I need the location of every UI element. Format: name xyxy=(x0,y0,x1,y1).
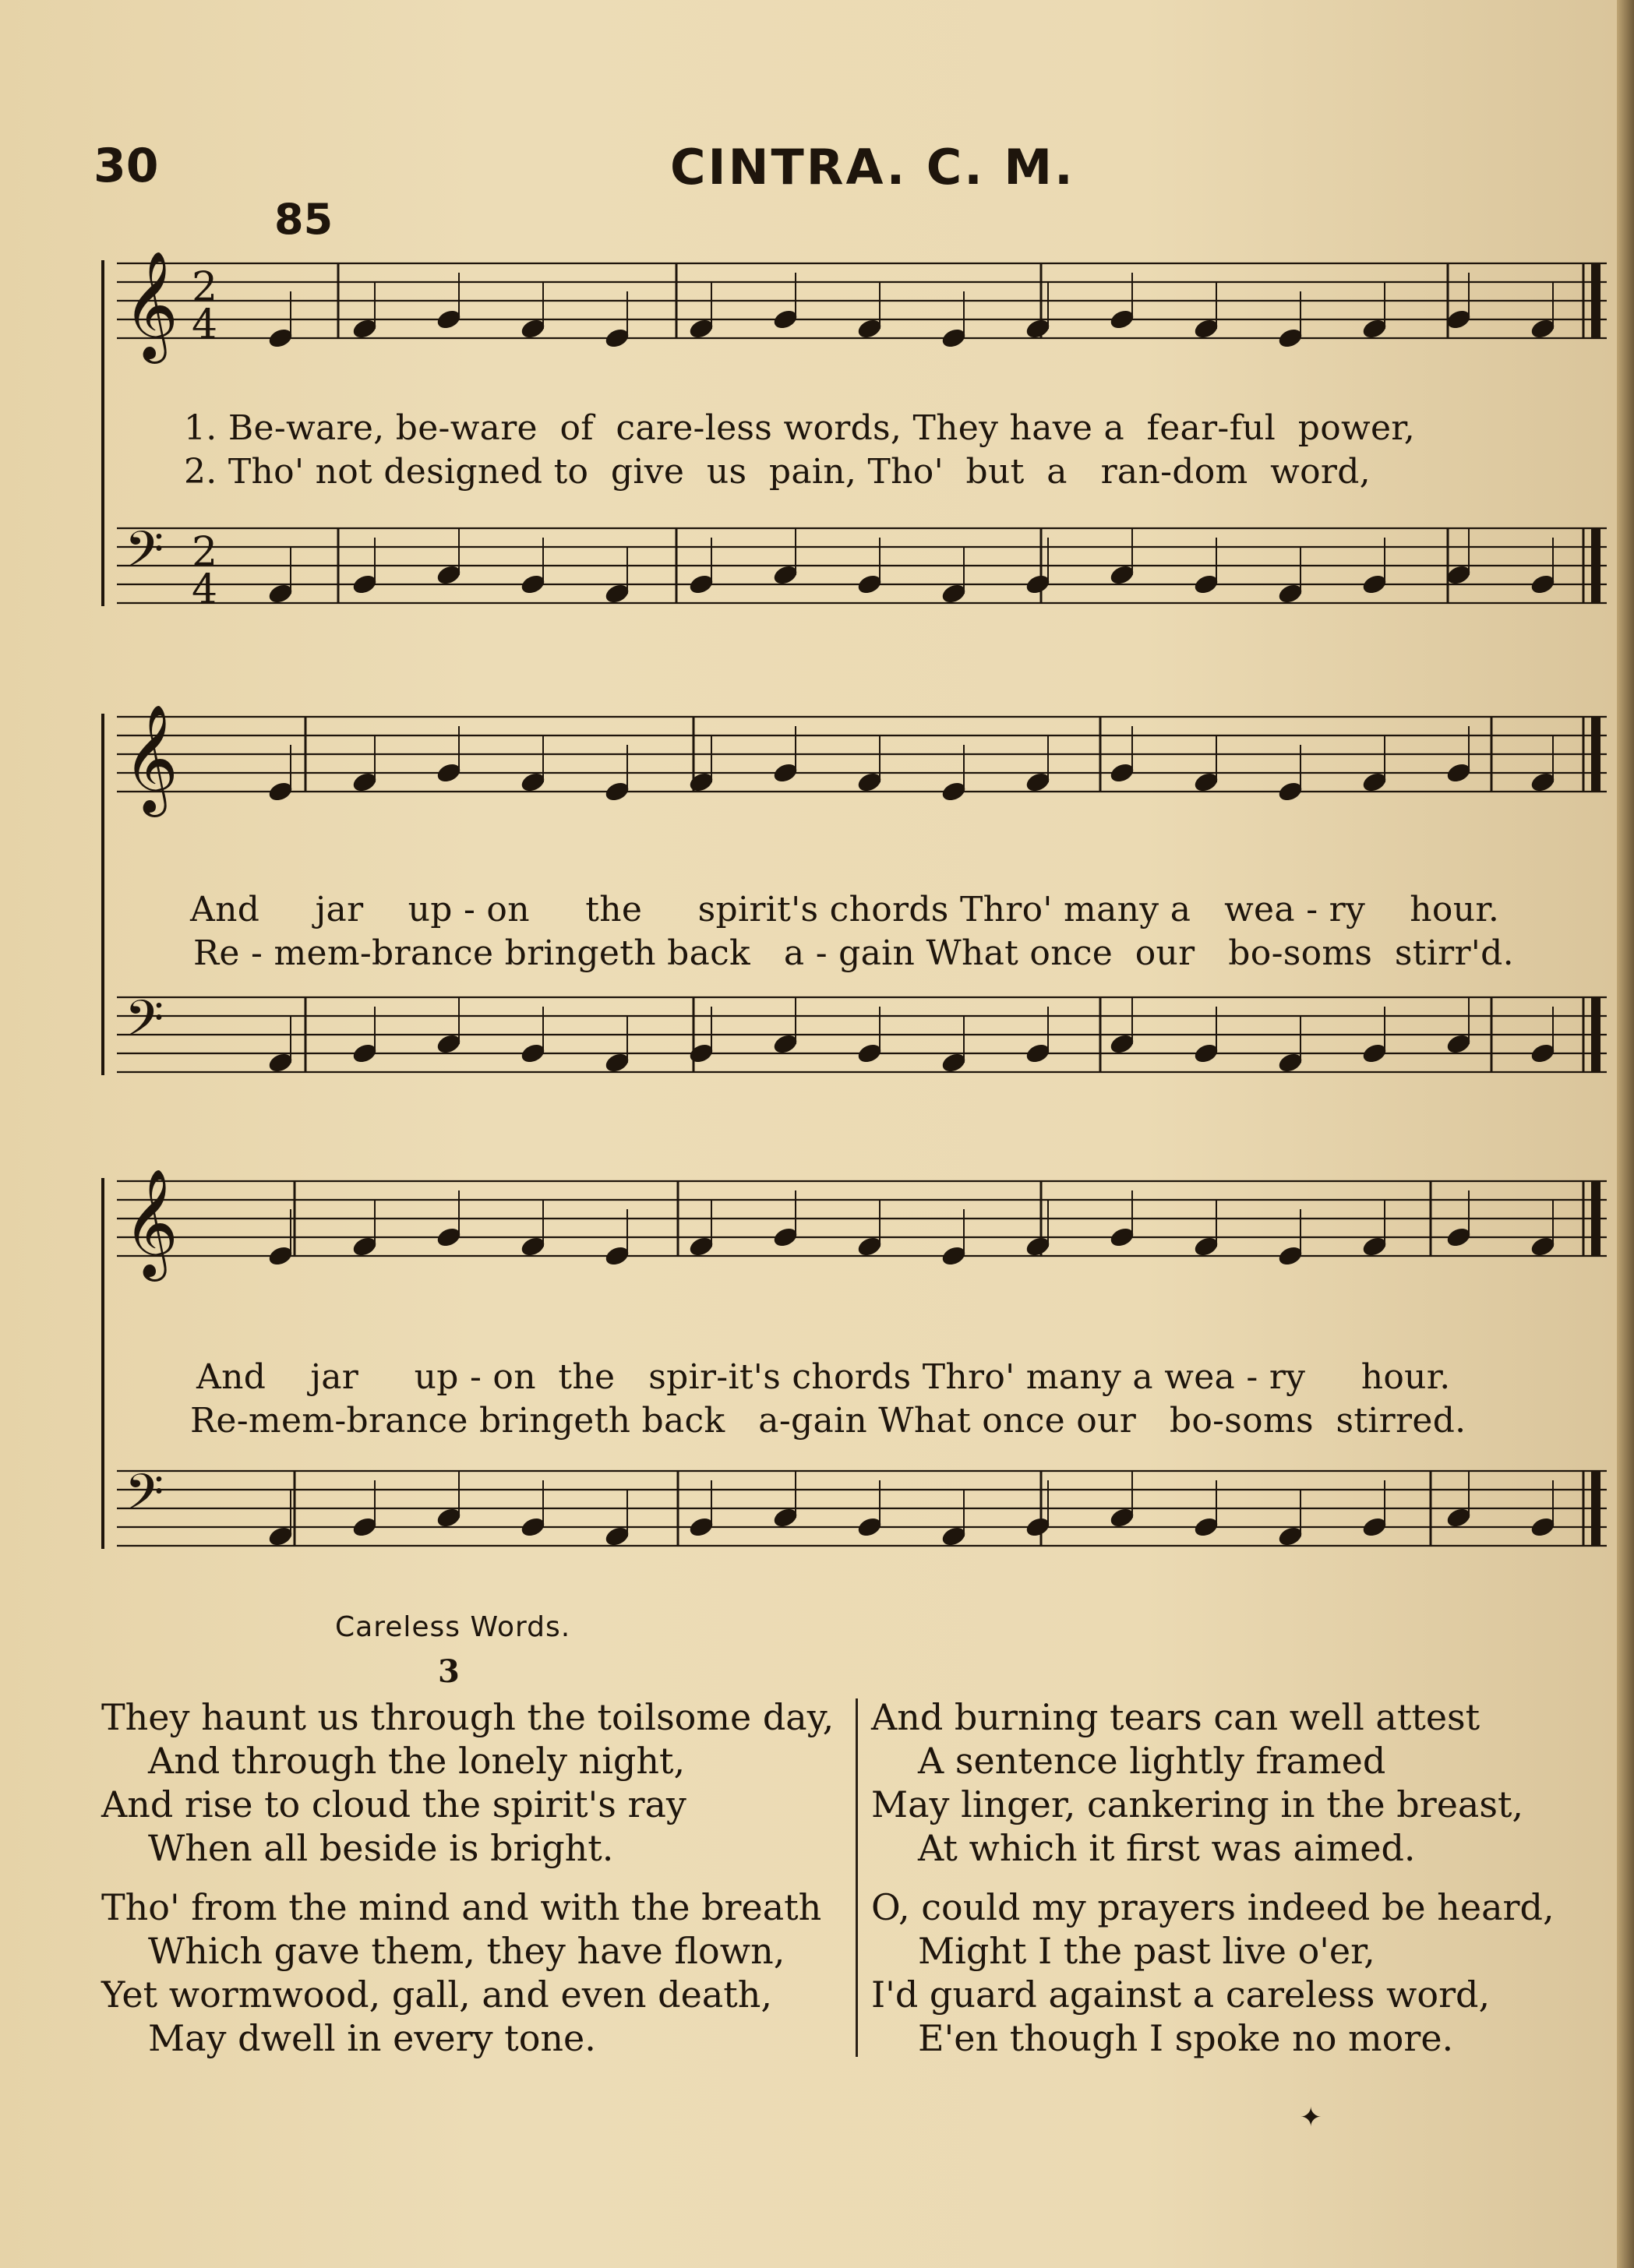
treble-clef: 𝄞 xyxy=(123,1169,178,1277)
final-barline-thick xyxy=(1591,1181,1600,1256)
verse-line: Tho' from the mind and with the breath xyxy=(101,1886,822,1928)
verse-line: May dwell in every tone. xyxy=(148,2017,596,2059)
page-number: 30 xyxy=(94,139,159,193)
lyric-line-system1-verse1: 1. Be-ware, be-ware of care-less words, They have a fear-ful power, xyxy=(184,408,1416,448)
hymn-number: 85 xyxy=(274,195,334,244)
stanza-gap xyxy=(871,1870,1555,1885)
verse-line: O, could my prayers indeed be heard, xyxy=(871,1886,1555,1928)
verse-line: And through the lonely night, xyxy=(148,1740,686,1782)
final-barline-thick xyxy=(1591,528,1600,603)
verse-line: They haunt us through the toilsome day, xyxy=(101,1696,835,1738)
verse-line: Might I the past live o'er, xyxy=(918,1930,1375,1972)
treble-clef: 𝄞 xyxy=(123,251,178,359)
time-signature-top: 2 xyxy=(192,264,218,311)
final-barline-thick xyxy=(1591,717,1600,792)
verse-line: Yet wormwood, gall, and even death, xyxy=(101,1973,772,2016)
verse-line: Which gave them, they have flown, xyxy=(148,1930,785,1972)
final-barline-thick xyxy=(1591,1471,1600,1546)
verse-line: At which it first was aimed. xyxy=(918,1827,1416,1869)
verse-line: When all beside is bright. xyxy=(148,1827,614,1869)
lyric-line-system2-verse1: And jar up - on the spirit's chords Thro' many a wea - ry hour. xyxy=(190,890,1500,929)
poem-left-column xyxy=(101,1695,834,2060)
lyric-line-system3-verse2: Re-mem-brance bringeth back a-gain What once our bo-soms stirred. xyxy=(190,1401,1466,1441)
final-barline-thick xyxy=(1591,263,1600,338)
verse-line: May linger, cankering in the breast, xyxy=(871,1783,1524,1825)
time-signature-bottom: 4 xyxy=(192,302,218,348)
ink-mark: ✦ xyxy=(1300,2102,1322,2133)
verse-line: E'en though I spoke no more. xyxy=(918,2017,1454,2059)
time-signature-bottom: 4 xyxy=(192,566,218,613)
section-title: Careless Words. xyxy=(335,1611,571,1643)
stanza-gap xyxy=(101,1870,834,1885)
poem-right-column xyxy=(871,1695,1555,2060)
lyric-line-system1-verse2: 2. Tho' not designed to give us pain, Tho' but a ran-dom word, xyxy=(184,452,1371,492)
time-signature-top: 2 xyxy=(192,529,218,576)
bass-clef: 𝄢 xyxy=(125,1464,164,1534)
final-barline-thick xyxy=(1591,997,1600,1072)
bass-clef: 𝄢 xyxy=(125,521,164,591)
lyric-line-system2-verse2: Re - mem-brance bringeth back a - gain What once our bo-soms stirr'd. xyxy=(193,933,1514,973)
verse-line: I'd guard against a careless word, xyxy=(871,1973,1491,2016)
tune-title: CINTRA. C. M. xyxy=(670,139,1075,196)
verse-line: And rise to cloud the spirit's ray xyxy=(101,1783,686,1825)
column-divider xyxy=(856,1698,858,2057)
treble-clef: 𝄞 xyxy=(123,704,178,813)
stanza-number: 3 xyxy=(438,1653,460,1690)
verse-line: And burning tears can well attest xyxy=(871,1696,1480,1738)
verse-line: A sentence lightly framed xyxy=(918,1740,1386,1782)
lyric-line-system3-verse1: And jar up - on the spir-it's chords Thro' many a wea - ry hour. xyxy=(196,1357,1451,1397)
bass-clef: 𝄢 xyxy=(125,990,164,1060)
